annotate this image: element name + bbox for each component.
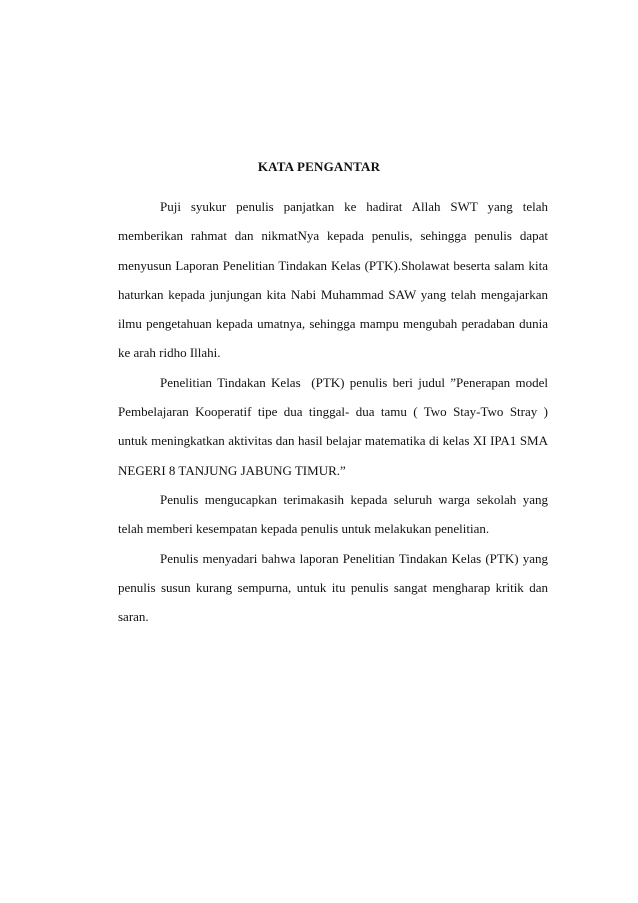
paragraph-2 [118,368,548,485]
paragraph-3 [118,485,548,544]
paragraph-line: menyusun Laporan Penelitian Tindakan Kelas (PTK).Sholawat beserta salam kita [118,257,548,273]
paragraph-1 [118,192,548,368]
paragraph-line: Penulis mengucapkan terimakasih kepada seluruh warga sekolah yang [160,491,548,507]
paragraph-line: ke arah ridho Illahi. [118,345,221,361]
paragraph-line: haturkan kepada junjungan kita Nabi Muhammad SAW yang telah mengajarkan [118,286,548,302]
paragraph-line: telah memberi kesempatan kepada penulis untuk melakukan penelitian. [118,521,490,537]
page-title: KATA PENGANTAR [257,159,381,174]
paragraph-line: Pembelajaran Kooperatif tipe dua tinggal- dua tamu ( Two Stay-Two Stray ) [118,404,548,420]
document-body [118,192,548,631]
paragraph-line: penulis susun kurang sempurna, untuk itu penulis sangat mengharap kritik dan [118,579,548,595]
paragraph-4 [118,544,548,632]
paragraph-line: memberikan rahmat dan nikmatNya kepada penulis, sehingga penulis dapat [118,228,548,244]
paragraph-line: Penulis menyadari bahwa laporan Penelitian Tindakan Kelas (PTK) yang [160,550,548,566]
paragraph-line: ilmu pengetahuan kepada umatnya, sehingga mampu mengubah peradaban dunia [118,316,548,332]
paragraph-line: saran. [118,609,149,625]
paragraph-line: NEGERI 8 TANJUNG JABUNG TIMUR.” [118,462,346,478]
paragraph-line: untuk meningkatkan aktivitas dan hasil belajar matematika di kelas XI IPA1 SMA [118,433,548,449]
paragraph-line: Penelitian Tindakan Kelas (PTK) penulis beri judul ”Penerapan model [160,374,548,390]
paragraph-line: Puji syukur penulis panjatkan ke hadirat Allah SWT yang telah [160,199,548,214]
